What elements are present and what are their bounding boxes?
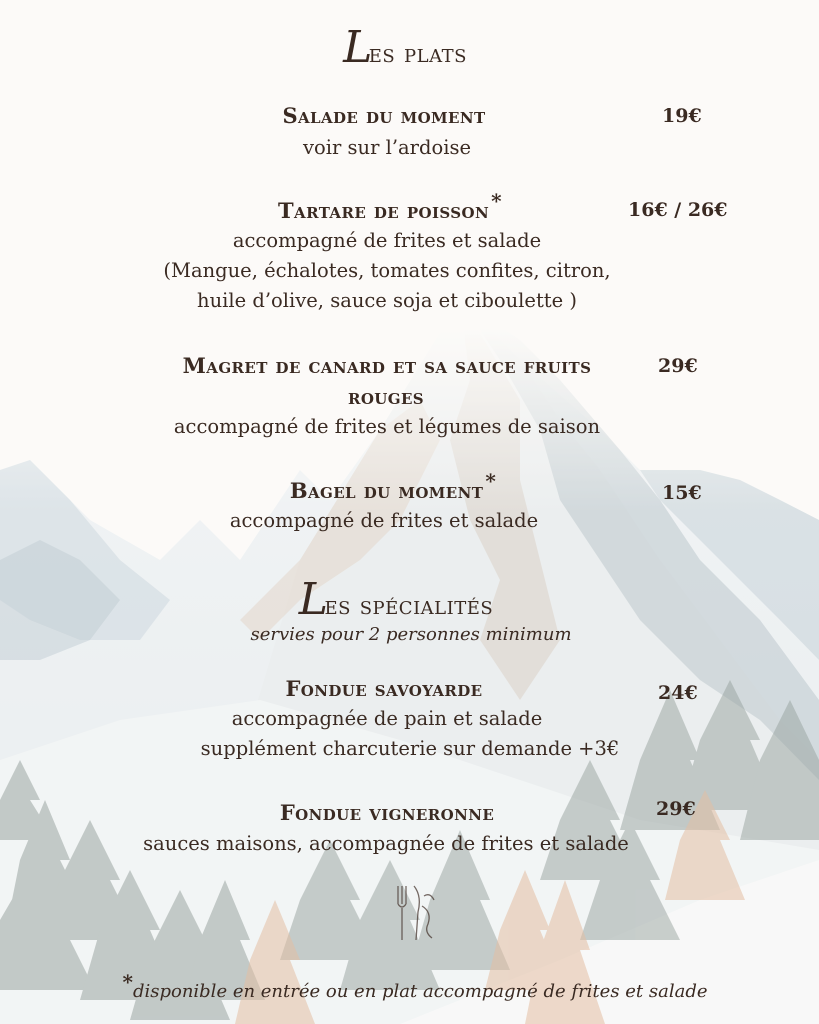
dish-price: 29€: [656, 798, 696, 820]
section-initial: L: [298, 574, 329, 625]
section-title-text: es plats: [368, 39, 467, 69]
dish-description: supplément charcuterie sur demande +3€: [200, 737, 620, 760]
section-title-plats: [343, 22, 467, 73]
dish-price: 19€: [662, 105, 702, 127]
dish-price: 15€: [662, 482, 702, 504]
section-title-text: es spécialités: [324, 591, 494, 621]
fork-knife-logo-icon: [388, 882, 440, 946]
dish-description: accompagnée de pain et salade: [231, 707, 543, 730]
dish-price: 29€: [658, 355, 698, 377]
dish-name-text: Bagel du moment: [289, 478, 484, 503]
dish-description: huile d’olive, sauce soja et ciboulette ): [197, 289, 577, 312]
dish-price: 24€: [658, 682, 698, 704]
dish-description: accompagné de frites et salade: [232, 229, 542, 252]
dish-name: Fondue savoyarde: [285, 676, 483, 701]
section-subtitle: servies pour 2 personnes minimum: [250, 624, 572, 645]
dish-name-text: Tartare de poisson: [278, 198, 490, 223]
asterisk-mark: *: [485, 469, 497, 493]
dish-name: Salade du moment: [282, 103, 486, 128]
section-initial: L: [343, 22, 373, 73]
dish-description: accompagné de frites et salade: [229, 509, 539, 532]
footnote-text: disponible en entrée ou en plat accompagné de frites et salade: [132, 981, 708, 1002]
section-title-specialites: [299, 574, 493, 625]
dish-description: accompagné de frites et légumes de saison: [173, 415, 601, 438]
dish-name: [289, 469, 497, 503]
dish-description: (Mangue, échalotes, tomates confites, citron,: [163, 259, 611, 282]
asterisk-mark: *: [491, 189, 502, 213]
dish-name: [278, 189, 502, 223]
footnote: [120, 970, 708, 1002]
dish-name: Magret de canard et sa sauce fruits: [182, 353, 592, 378]
dish-description: voir sur l’ardoise: [303, 136, 471, 159]
dish-name: Fondue vigneronne: [279, 800, 495, 825]
asterisk-mark: *: [122, 970, 133, 994]
dish-name-line2: rouges: [347, 384, 425, 409]
dish-price: 16€ / 26€: [628, 199, 728, 221]
dish-description: sauces maisons, accompagnée de frites et salade: [143, 832, 629, 855]
